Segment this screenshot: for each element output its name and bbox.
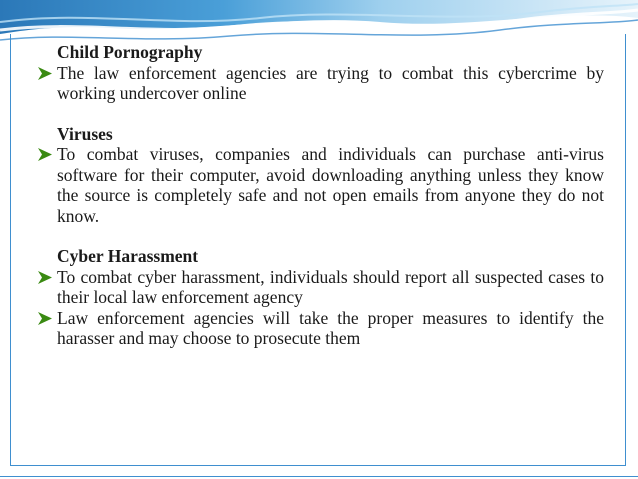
bullet-text: To combat viruses, companies and individuals can purchase anti-virus software for their computer, avoid downloading anything unless they know the source is completely safe and not open emails from anyone they do not know. <box>57 144 604 226</box>
arrow-bullet-icon <box>37 271 53 284</box>
section-heading-cyber-harassment: Cyber Harassment <box>57 246 199 266</box>
bullet-item <box>38 144 604 226</box>
bullet-item <box>38 63 604 104</box>
section-heading-child-pornography: Child Pornography <box>57 42 203 62</box>
arrow-bullet-icon <box>37 312 53 325</box>
bullet-text: Law enforcement agencies will take the proper measures to identify the harasser and may choose to prosecute them <box>57 307 604 348</box>
section-heading-viruses: Viruses <box>57 123 113 144</box>
arrow-bullet-icon <box>37 148 53 161</box>
slide-bottom-rule <box>0 476 638 477</box>
bullet-item <box>38 267 604 308</box>
bullet-item <box>38 308 604 349</box>
arrow-bullet-icon <box>37 67 53 80</box>
slide-body <box>38 42 604 349</box>
bullet-text: To combat cyber harassment, individuals should report all suspected cases to their local law enforcement agency <box>57 266 604 307</box>
bullet-text: The law enforcement agencies are trying to combat this cybercrime by working undercover online <box>57 62 604 103</box>
